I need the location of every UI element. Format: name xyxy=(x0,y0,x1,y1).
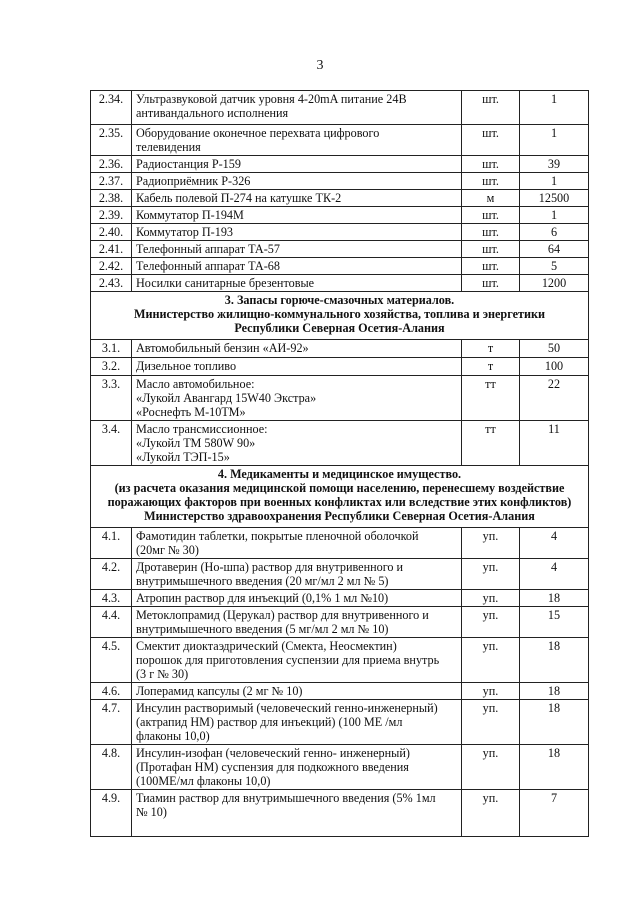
row-name-line: Оборудование оконечное перехвата цифрового xyxy=(136,126,380,140)
row-quantity xyxy=(520,700,589,745)
row-name-line: Метоклопрамид (Церукал) раствор для внутривенного и xyxy=(136,608,429,622)
table-row xyxy=(91,91,589,125)
row-number-line: 2.42. xyxy=(98,259,124,273)
section-header-line: Министерство здравоохранения Республики Северная Осетия-Алания xyxy=(144,509,535,523)
row-unit-line: уп. xyxy=(482,684,499,698)
row-name-line: Масло трансмиссионное: xyxy=(136,422,268,436)
table-row xyxy=(91,340,589,358)
page-number: 3 xyxy=(316,58,324,73)
row-name-line: Телефонный аппарат ТА-68 xyxy=(136,259,280,273)
row-number xyxy=(91,790,132,837)
row-unit-line: уп. xyxy=(482,639,499,653)
row-unit-line: уп. xyxy=(482,701,499,715)
row-quantity xyxy=(520,91,589,125)
row-quantity xyxy=(520,528,589,559)
table-row xyxy=(91,156,589,173)
table-row xyxy=(91,559,589,590)
row-unit xyxy=(462,358,520,376)
table-row xyxy=(91,224,589,241)
section-header xyxy=(91,466,589,528)
row-number xyxy=(91,528,132,559)
inventory-table-body xyxy=(91,91,589,837)
row-number xyxy=(91,607,132,638)
row-name-line: Инсулин растворимый (человеческий генно-инженерный) xyxy=(136,701,438,715)
row-name-line: Инсулин-изофан (человеческий генно- инженерный) xyxy=(136,746,410,760)
row-name-line: Атропин раствор для инъекций (0,1% 1 мл №10) xyxy=(136,591,389,605)
row-name-line: (3 г № 30) xyxy=(136,667,189,681)
row-name xyxy=(132,590,462,607)
row-quantity-line: 2 xyxy=(547,377,554,391)
section-header-line: 4. Медикаменты и медицинское имущество. xyxy=(217,467,462,481)
row-unit xyxy=(462,700,520,745)
section-header-line: (из расчета оказания медицинской помощи населению, перенесшему воздействие xyxy=(114,481,565,495)
row-number xyxy=(91,683,132,700)
row-name-line: (актрапид НМ) раствор для инъекций) (100 МЕ /мл xyxy=(136,715,403,729)
row-unit-line: уп. xyxy=(482,560,499,574)
row-name xyxy=(132,241,462,258)
row-number-line: 4.1. xyxy=(101,529,121,543)
row-name-line: (20мг № 30) xyxy=(136,543,199,557)
row-number xyxy=(91,190,132,207)
row-name xyxy=(132,376,462,421)
table-row xyxy=(91,258,589,275)
row-name-line: Дротаверин (Но-шпа) раствор для внутривенного и xyxy=(136,560,404,574)
row-unit xyxy=(462,528,520,559)
row-unit-line: т xyxy=(485,422,491,436)
table-row xyxy=(91,790,589,837)
row-unit-line: шт. xyxy=(482,242,499,256)
row-quantity xyxy=(520,590,589,607)
row-name-line: Телефонный аппарат ТА-57 xyxy=(136,242,280,256)
row-number-line: 4.6. xyxy=(101,684,121,698)
row-quantity xyxy=(520,421,589,466)
row-number xyxy=(91,700,132,745)
row-unit xyxy=(462,275,520,292)
row-number xyxy=(91,156,132,173)
row-name-line: Дизельное топливо xyxy=(136,359,237,373)
row-name-line: Смектит диоктаэдрический (Смекта, Неосмектин) xyxy=(136,639,397,653)
row-name xyxy=(132,745,462,790)
row-number-line: 2.43. xyxy=(98,276,124,290)
row-unit-line: шт. xyxy=(482,225,499,239)
row-unit-line: шт. xyxy=(482,259,499,273)
row-quantity-line: 4 xyxy=(550,529,558,543)
row-unit-line: т xyxy=(485,377,491,391)
row-number xyxy=(91,258,132,275)
row-name-line: (100МЕ/мл флаконы 10,0) xyxy=(136,774,271,788)
section-header-row xyxy=(91,292,589,340)
row-quantity-line: 1 xyxy=(550,208,558,222)
row-name xyxy=(132,224,462,241)
row-name-line: Коммутатор П-193 xyxy=(136,225,234,239)
table-row xyxy=(91,125,589,156)
row-name-line: порошок для приготовления суспензии для приема внутрь xyxy=(136,653,440,667)
row-name xyxy=(132,190,462,207)
row-number-line: 2.35. xyxy=(98,126,124,140)
row-name-line: Масло автомобильное: xyxy=(136,377,255,391)
row-number xyxy=(91,173,132,190)
row-name-line: флаконы 10,0) xyxy=(136,729,210,743)
row-quantity-line: 18 xyxy=(547,746,561,760)
row-unit-line: м xyxy=(486,191,495,205)
row-quantity-line: 18 xyxy=(547,701,561,715)
table-row xyxy=(91,683,589,700)
row-number xyxy=(91,224,132,241)
row-number-line: 2.36. xyxy=(98,157,124,171)
row-unit-line: уп. xyxy=(482,608,499,622)
row-number-line: 4.4. xyxy=(101,608,121,622)
row-number-line: 4.8. xyxy=(101,746,121,760)
section-header-line: 3. Запасы горюче-смазочных материалов. xyxy=(224,293,455,307)
row-unit-line: шт. xyxy=(482,208,499,222)
row-number xyxy=(91,638,132,683)
row-number-line: 2.41. xyxy=(98,242,124,256)
row-number-line: 2.39. xyxy=(98,208,124,222)
row-name xyxy=(132,173,462,190)
row-quantity-line: 12500 xyxy=(538,191,570,205)
table-row xyxy=(91,528,589,559)
row-number xyxy=(91,358,132,376)
table-row xyxy=(91,275,589,292)
row-unit-line: уп. xyxy=(482,529,499,543)
row-number-line: 4.5. xyxy=(101,639,121,653)
row-quantity-line: 18 xyxy=(547,591,561,605)
row-quantity xyxy=(520,190,589,207)
table-row xyxy=(91,638,589,683)
row-name-line: Ультразвуковой датчик уровня 4-20mA питание 24В xyxy=(136,92,407,106)
row-unit xyxy=(462,125,520,156)
row-number xyxy=(91,241,132,258)
row-number xyxy=(91,91,132,125)
row-quantity-line: 39 xyxy=(547,157,561,171)
row-unit-line: уп. xyxy=(482,591,499,605)
row-unit xyxy=(462,156,520,173)
row-quantity-line: 1 xyxy=(550,174,558,188)
table-row xyxy=(91,207,589,224)
row-unit xyxy=(462,173,520,190)
row-name-line: Радиостанция Р-159 xyxy=(136,157,241,171)
row-unit-line: уп. xyxy=(482,791,499,805)
row-number-line: 2.34. xyxy=(98,92,124,106)
row-unit xyxy=(462,190,520,207)
row-number-line: 2.38. xyxy=(98,191,124,205)
row-number-line: 3.3. xyxy=(101,377,121,391)
row-number-line: 4.2. xyxy=(101,560,121,574)
row-name xyxy=(132,700,462,745)
row-name-line: (Протафан НМ) суспензия для подкожного введения xyxy=(136,760,409,774)
row-unit-line: шт. xyxy=(482,276,499,290)
table-row xyxy=(91,421,589,466)
row-unit-line: шт. xyxy=(482,92,499,106)
row-quantity xyxy=(520,340,589,358)
row-quantity-line: 1 xyxy=(553,422,560,436)
row-quantity xyxy=(520,376,589,421)
row-unit-line: т xyxy=(490,377,496,391)
row-quantity xyxy=(520,125,589,156)
row-quantity xyxy=(520,683,589,700)
row-quantity-line: 1200 xyxy=(541,276,567,290)
row-name-line: внутримышечного введения (20 мг/мл 2 мл № 5) xyxy=(136,574,389,588)
row-unit xyxy=(462,421,520,466)
row-name xyxy=(132,258,462,275)
row-number-line: 3.2. xyxy=(101,359,121,373)
row-name xyxy=(132,683,462,700)
row-number-line: 4.7. xyxy=(101,701,121,715)
row-name xyxy=(132,638,462,683)
row-quantity xyxy=(520,207,589,224)
row-number xyxy=(91,207,132,224)
table-row xyxy=(91,700,589,745)
section-header-line: поражающих факторов при военных конфликтах или вследствие этих конфликтов) xyxy=(107,495,572,509)
row-quantity-line: 18 xyxy=(547,639,561,653)
table-row xyxy=(91,241,589,258)
row-name xyxy=(132,607,462,638)
row-number-line: 2.40. xyxy=(98,225,124,239)
row-name xyxy=(132,207,462,224)
row-unit-line: т xyxy=(490,422,496,436)
row-number-line: 4.3. xyxy=(101,591,121,605)
row-name-line: антивандального исполнения xyxy=(136,106,289,120)
row-number-line: 3.4. xyxy=(101,422,121,436)
row-quantity-line: 100 xyxy=(544,359,564,373)
row-unit xyxy=(462,559,520,590)
row-number xyxy=(91,745,132,790)
row-name-line: «Лукойл ТЭП-15» xyxy=(136,450,230,464)
row-quantity xyxy=(520,638,589,683)
row-name-line: Кабель полевой П-274 на катушке ТК-2 xyxy=(136,191,342,205)
row-quantity xyxy=(520,173,589,190)
row-unit xyxy=(462,638,520,683)
row-name-line: Коммутатор П-194М xyxy=(136,208,244,222)
row-number xyxy=(91,421,132,466)
row-quantity-line: 4 xyxy=(550,560,558,574)
row-quantity xyxy=(520,241,589,258)
row-quantity-line: 64 xyxy=(547,242,561,256)
row-unit-line: т xyxy=(487,341,494,355)
row-unit-line: шт. xyxy=(482,174,499,188)
table-row xyxy=(91,190,589,207)
row-number xyxy=(91,559,132,590)
row-number-line: 4.9. xyxy=(101,791,121,805)
row-quantity xyxy=(520,358,589,376)
row-name xyxy=(132,358,462,376)
row-quantity xyxy=(520,258,589,275)
row-quantity xyxy=(520,559,589,590)
row-number-line: 2.37. xyxy=(98,174,124,188)
row-quantity xyxy=(520,790,589,837)
row-unit xyxy=(462,340,520,358)
row-name-line: Тиамин раствор для внутримышечного введения (5% 1мл xyxy=(136,791,436,805)
row-name-line: внутримышечного введения (5 мг/мл 2 мл № 10) xyxy=(136,622,389,636)
row-quantity-line: 1 xyxy=(548,422,554,436)
row-quantity-line: 7 xyxy=(550,791,558,805)
row-number xyxy=(91,275,132,292)
row-quantity xyxy=(520,156,589,173)
row-quantity-line: 15 xyxy=(547,608,561,622)
section-header-line: Республики Северная Осетия-Алания xyxy=(234,321,445,335)
row-name-line: № 10) xyxy=(136,805,167,819)
row-quantity-line: 1 xyxy=(550,92,558,106)
row-number xyxy=(91,340,132,358)
row-quantity-line: 50 xyxy=(547,341,561,355)
row-name xyxy=(132,421,462,466)
row-name-line: телевидения xyxy=(136,140,201,154)
row-quantity-line: 1 xyxy=(550,126,558,140)
row-number-line: 3.1. xyxy=(101,341,121,355)
row-quantity xyxy=(520,275,589,292)
row-unit-line: шт. xyxy=(482,157,499,171)
row-quantity-line: 6 xyxy=(550,225,558,239)
row-quantity-line: 5 xyxy=(550,259,558,273)
row-unit xyxy=(462,745,520,790)
row-unit xyxy=(462,91,520,125)
row-number xyxy=(91,376,132,421)
section-header-line: Министерство жилищно-коммунального хозяйства, топлива и энергетики xyxy=(133,307,546,321)
row-number xyxy=(91,125,132,156)
row-name-line: «Лукойл Авангард 15W40 Экстра» xyxy=(136,391,317,405)
row-unit xyxy=(462,790,520,837)
row-unit-line: т xyxy=(487,359,494,373)
row-name xyxy=(132,340,462,358)
row-name xyxy=(132,528,462,559)
row-name-line: Фамотидин таблетки, покрытые пленочной оболочкой xyxy=(136,529,419,543)
table-row xyxy=(91,358,589,376)
row-quantity xyxy=(520,607,589,638)
row-name-line: Носилки санитарные брезентовые xyxy=(136,276,315,290)
row-name-line: Лоперамид капсулы (2 мг № 10) xyxy=(136,684,303,698)
row-name-line: Радиоприёмник Р-326 xyxy=(136,174,251,188)
row-name xyxy=(132,559,462,590)
row-unit xyxy=(462,376,520,421)
row-name-line: «Роснефть М-10ТМ» xyxy=(136,405,246,419)
table-row xyxy=(91,376,589,421)
row-name xyxy=(132,790,462,837)
row-unit xyxy=(462,683,520,700)
row-unit-line: уп. xyxy=(482,746,499,760)
row-name-line: Автомобильный бензин «АИ-92» xyxy=(136,341,309,355)
row-unit xyxy=(462,241,520,258)
table-row xyxy=(91,590,589,607)
row-name xyxy=(132,125,462,156)
row-name xyxy=(132,156,462,173)
row-quantity-line: 18 xyxy=(547,684,561,698)
row-name-line: «Лукойл ТМ 580W 90» xyxy=(136,436,256,450)
section-header-row xyxy=(91,466,589,528)
row-name xyxy=(132,91,462,125)
row-number xyxy=(91,590,132,607)
row-unit xyxy=(462,224,520,241)
row-quantity-line: 2 xyxy=(554,377,561,391)
row-unit xyxy=(462,207,520,224)
row-unit xyxy=(462,607,520,638)
row-unit xyxy=(462,590,520,607)
row-quantity xyxy=(520,745,589,790)
section-header xyxy=(91,292,589,340)
table-row xyxy=(91,745,589,790)
row-name xyxy=(132,275,462,292)
table-row xyxy=(91,173,589,190)
row-unit-line: шт. xyxy=(482,126,499,140)
table-row xyxy=(91,607,589,638)
row-quantity xyxy=(520,224,589,241)
row-unit xyxy=(462,258,520,275)
inventory-table xyxy=(90,90,589,837)
